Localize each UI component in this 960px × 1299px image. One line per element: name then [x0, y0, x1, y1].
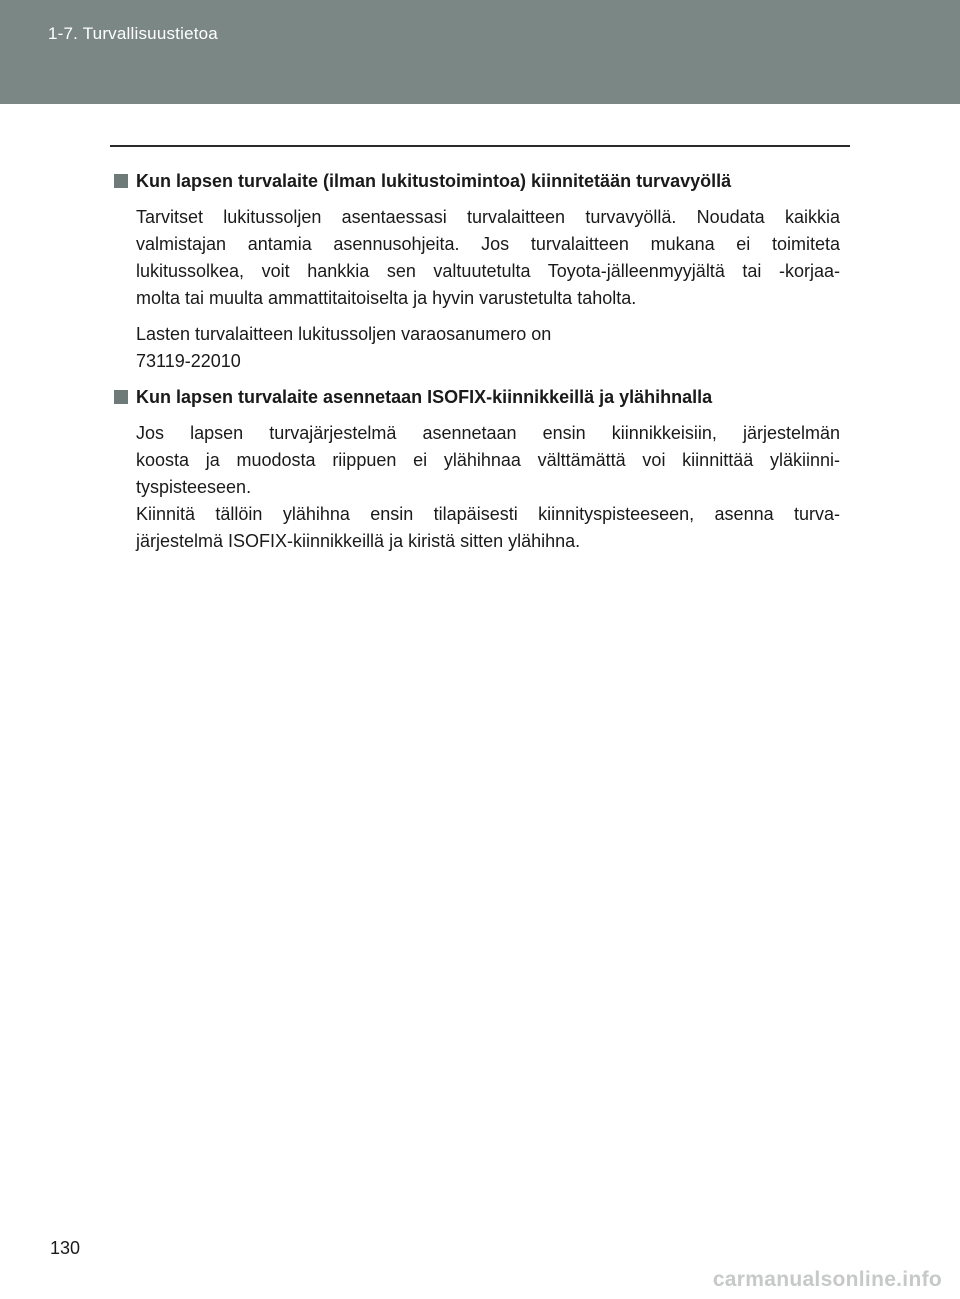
section-heading: [114, 384, 840, 411]
header-band: [0, 0, 960, 104]
part-number: 73119-22010: [136, 351, 241, 371]
text-line: Tarvitset lukitussoljen asentaessasi turvalaitteen turvavyöllä. Noudata kaikkia: [136, 207, 840, 227]
text-line: lukitussolkea, voit hankkia sen valtuutetulta Toyota-jälleenmyyjältä tai -korjaa-: [136, 261, 840, 281]
section-isofix-install: [114, 384, 840, 555]
body-paragraph: [136, 420, 840, 555]
top-divider: [110, 145, 850, 147]
section-heading: [114, 168, 840, 195]
section-label: 1-7. Turvallisuustietoa: [48, 24, 218, 43]
text-line: koosta ja muodosta riippuen ei ylähihnaa välttämättä voi kiinnittää yläkiinni-: [136, 450, 840, 470]
section-seat-belt-install: [114, 168, 840, 375]
text-line: Jos lapsen turvajärjestelmä asennetaan ensin kiinnikkeisiin, järjestelmän: [136, 423, 840, 443]
text-line: Lasten turvalaitteen lukitussoljen varaosanumero on: [136, 324, 552, 344]
text-line: järjestelmä ISOFIX-kiinnikkeillä ja kiristä sitten ylähihna.: [136, 531, 581, 551]
text-line: valmistajan antamia asennusohjeita. Jos turvalaitteen mukana ei toimiteta: [136, 234, 840, 254]
watermark: carmanualsonline.info: [712, 1268, 942, 1291]
text-line: molta tai muulta ammattitaitoiselta ja hyvin varustetulta taholta.: [136, 288, 637, 308]
text-line: Kiinnitä tällöin ylähihna ensin tilapäisesti kiinnityspisteeseen, asenna turva-: [136, 504, 840, 524]
page-number: 130: [50, 1238, 81, 1258]
square-bullet-icon: [114, 390, 128, 404]
body-paragraph: [136, 204, 840, 312]
body-paragraph: [136, 321, 840, 375]
page-content: [114, 168, 840, 564]
section-heading-text: Kun lapsen turvalaite asennetaan ISOFIX-kiinnikkeillä ja ylähihnalla: [136, 387, 713, 407]
square-bullet-icon: [114, 174, 128, 188]
section-heading-text: Kun lapsen turvalaite (ilman lukitustoimintoa) kiinnitetään turvavyöllä: [136, 171, 732, 191]
text-line: tyspisteeseen.: [136, 477, 252, 497]
